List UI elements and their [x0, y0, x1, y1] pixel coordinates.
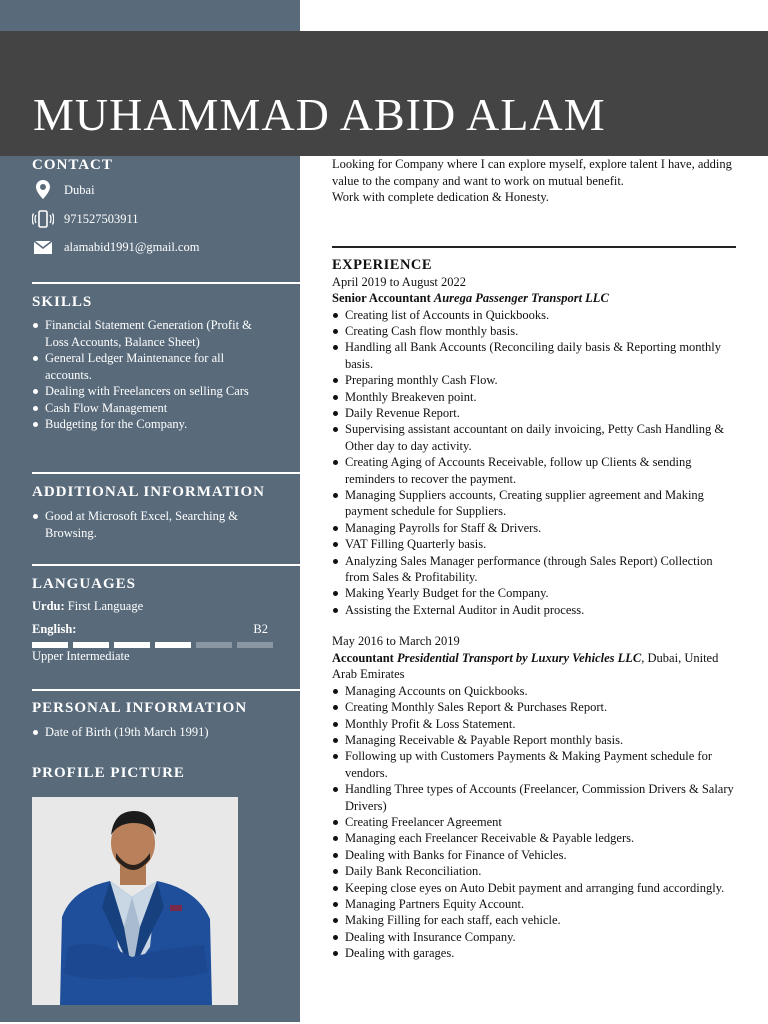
list-item: Creating Freelancer Agreement [332, 814, 738, 830]
list-item: Daily Bank Reconciliation. [332, 863, 738, 879]
experience-section [332, 257, 738, 962]
location-pin-icon [32, 180, 54, 200]
level-segment-empty [196, 642, 232, 648]
list-item: VAT Filling Quarterly basis. [332, 536, 738, 552]
contact-section [32, 157, 270, 254]
list-item: Monthly Profit & Loss Statement. [332, 716, 738, 732]
list-item: Assisting the External Auditor in Audit process. [332, 602, 738, 618]
job-header [332, 290, 738, 307]
email-row [32, 237, 199, 257]
main-divider [332, 246, 738, 248]
personal-heading: PERSONAL INFORMATION [32, 700, 248, 716]
languages-heading: LANGUAGES [32, 576, 137, 592]
job-company: Presidential Transport by Luxury Vehicles LLC [396, 650, 642, 665]
job-period: May 2016 to March 2019 [332, 634, 460, 649]
level-segment-filled [73, 642, 109, 648]
phone-text[interactable]: 971527503911 [64, 211, 139, 226]
email-text[interactable]: alamabid1991@gmail.com [64, 239, 200, 254]
list-item: Dealing with garages. [332, 945, 738, 961]
list-item: Date of Birth (19th March 1991) [32, 724, 270, 741]
profile-picture-heading: PROFILE PICTURE [32, 765, 185, 781]
list-item: Supervising assistant accountant on daily invoicing, Petty Cash Handling & Other day to day activity. [332, 421, 738, 454]
list-item: Good at Microsoft Excel, Searching & Browsing. [32, 508, 270, 541]
level-segment-filled [114, 642, 150, 648]
location-row [32, 180, 95, 200]
additional-heading: ADDITIONAL INFORMATION [32, 484, 265, 500]
profile-photo [32, 797, 238, 1005]
list-item: Managing Payrolls for Staff & Drivers. [332, 520, 738, 536]
list-item: Following up with Customers Payments & Making Payment schedule for vendors. [332, 748, 738, 781]
phone-icon [32, 209, 54, 229]
english-line [32, 622, 268, 637]
list-item: Handling all Bank Accounts (Reconciling daily basis & Reporting monthly basis. [332, 339, 738, 372]
divider [32, 564, 300, 566]
list-item: Managing Partners Equity Account. [332, 896, 738, 912]
job-title: Senior Accountant [332, 291, 431, 305]
english-level-bar [32, 642, 278, 648]
list-item: Creating list of Accounts in Quickbooks. [332, 307, 738, 323]
urdu-line [32, 599, 143, 614]
skills-list [32, 317, 270, 433]
additional-section [32, 484, 270, 541]
skills-heading: SKILLS [32, 294, 93, 310]
profile-picture-section [32, 765, 270, 782]
list-item: Managing each Freelancer Receivable & Payable ledgers. [332, 830, 738, 846]
list-item: Creating Aging of Accounts Receivable, follow up Clients & sending reminders to recover the payment. [332, 454, 738, 487]
job-company: Aurega Passenger Transport LLC [433, 291, 609, 305]
job-title: Accountant [332, 650, 394, 665]
urdu-label: Urdu: [32, 599, 65, 613]
candidate-name: MUHAMMAD ABID ALAM [33, 89, 606, 140]
list-item: Dealing with Insurance Company. [332, 929, 738, 945]
list-item: Managing Suppliers accounts, Creating supplier agreement and Making payment schedule for Suppliers. [332, 487, 738, 520]
english-desc: Upper Intermediate [32, 649, 130, 663]
job-duties [332, 307, 738, 619]
job-entry [332, 633, 738, 961]
list-item: Financial Statement Generation (Profit & Loss Accounts, Balance Sheet) [32, 317, 270, 350]
objective-text: Looking for Company where I can explore myself, explore talent I have, adding value to the company and want to work on mutual benefit. [332, 157, 732, 188]
list-item: General Ledger Maintenance for all accounts. [32, 350, 270, 383]
objective-section [332, 156, 738, 206]
languages-section [32, 576, 270, 663]
name-banner [0, 31, 768, 156]
list-item: Making Yearly Budget for the Company. [332, 585, 738, 601]
list-item: Handling Three types of Accounts (Freelancer, Commission Drivers & Salary Drivers) [332, 781, 738, 814]
job-entry [332, 274, 738, 619]
list-item: Dealing with Freelancers on selling Cars [32, 383, 270, 400]
experience-heading: EXPERIENCE [332, 257, 433, 273]
personal-list [32, 724, 270, 741]
divider [32, 689, 300, 691]
list-item: Dealing with Banks for Finance of Vehicles. [332, 847, 738, 863]
list-item: Managing Receivable & Payable Report monthly basis. [332, 732, 738, 748]
urdu-value: First Language [67, 599, 144, 613]
list-item: Managing Accounts on Quickbooks. [332, 683, 738, 699]
list-item: Daily Revenue Report. [332, 405, 738, 421]
job-location: , Dubai, United Arab Emirates [332, 650, 719, 682]
list-item: Making Filling for each staff, each vehicle. [332, 912, 738, 928]
list-item: Cash Flow Management [32, 400, 270, 417]
level-segment-filled [32, 642, 68, 648]
location-text: Dubai [64, 182, 95, 197]
envelope-icon [32, 237, 54, 257]
level-segment-filled [155, 642, 191, 648]
additional-list [32, 508, 270, 541]
divider [32, 282, 300, 284]
contact-heading: CONTACT [32, 157, 113, 173]
list-item: Keeping close eyes on Auto Debit payment and arranging fund accordingly. [332, 880, 738, 896]
phone-row [32, 209, 139, 229]
job-period: April 2019 to August 2022 [332, 274, 467, 289]
list-item: Creating Monthly Sales Report & Purchases Report. [332, 699, 738, 715]
skills-section [32, 294, 270, 433]
job-header [332, 650, 738, 683]
list-item: Monthly Breakeven point. [332, 389, 738, 405]
list-item: Preparing monthly Cash Flow. [332, 372, 738, 388]
english-level: B2 [253, 622, 268, 636]
list-item: Creating Cash flow monthly basis. [332, 323, 738, 339]
list-item: Budgeting for the Company. [32, 416, 270, 433]
objective-text-2: Work with complete dedication & Honesty. [332, 190, 549, 204]
english-label: English: [32, 622, 77, 636]
list-item: Analyzing Sales Manager performance (through Sales Report) Collection from Sales & Profitability. [332, 553, 738, 586]
personal-section [32, 700, 270, 741]
divider [332, 246, 736, 248]
job-duties [332, 683, 738, 962]
divider [32, 472, 300, 474]
level-segment-empty [237, 642, 273, 648]
